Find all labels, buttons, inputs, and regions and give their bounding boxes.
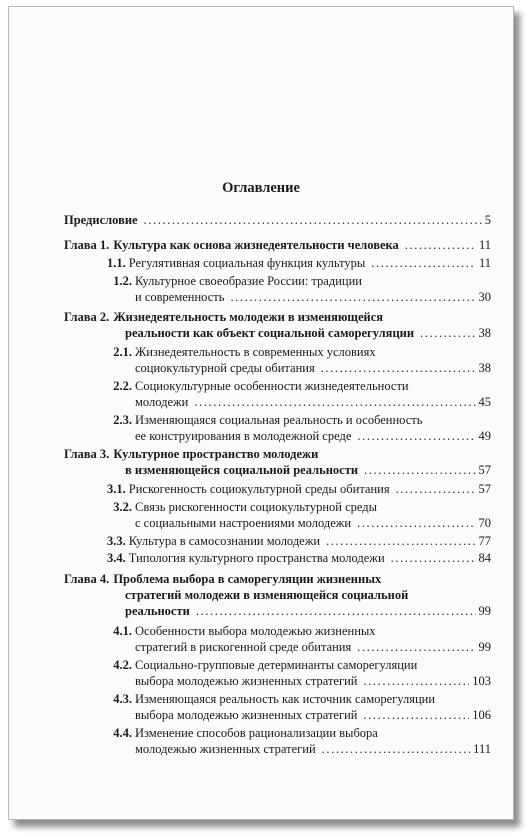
page-number: 103 — [472, 674, 491, 688]
entry-number: 4.1. — [113, 624, 132, 638]
entry-number: 4.3. — [113, 692, 132, 706]
page-number: 99 — [478, 604, 491, 618]
entry-title-line: Жизнедеятельность молодежи в изменяющейся — [113, 310, 384, 324]
leader-dots — [357, 428, 475, 444]
page-number: 38 — [478, 361, 491, 375]
leader-dots — [396, 481, 476, 497]
toc-entry-chapter-4[interactable] — [64, 571, 491, 619]
toc-entry-chapter-2[interactable] — [64, 309, 491, 341]
entry-number: 3.2. — [113, 500, 132, 514]
toc-entry-chapter-3[interactable] — [64, 446, 491, 478]
entry-title-line: Рискогенность социокультурной среды обитания — [128, 482, 390, 496]
toc-entry-2-1[interactable] — [107, 344, 491, 376]
table-of-contents — [9, 7, 513, 819]
page-number: 38 — [478, 326, 491, 340]
toc-title: Оглавление — [222, 180, 300, 196]
entry-title-line: с социальными настроениями молодежи — [135, 516, 352, 530]
entry-title-line: Культура как основа жизнедеятельности человека — [113, 238, 399, 252]
page-number: 106 — [472, 708, 491, 722]
entry-title-line: Культурное своеобразие России: традиции — [135, 274, 362, 288]
entry-number: 2.2. — [113, 379, 132, 393]
leader-dots — [196, 603, 476, 619]
entry-number: 3.4. — [107, 551, 126, 565]
page-number: 45 — [478, 395, 491, 409]
toc-entry-3-4[interactable] — [107, 550, 491, 566]
toc-entry-4-2[interactable] — [107, 657, 491, 689]
entry-title-line: Регулятивная социальная функция культуры — [128, 256, 366, 270]
toc-entry-2-3[interactable] — [107, 412, 491, 444]
toc-entry-4-4[interactable] — [107, 725, 491, 757]
entry-title-line: Культурное пространство молодежи — [113, 447, 319, 461]
entry-number: Глава 4. — [64, 572, 110, 586]
entry-title-line: Особенности выбора молодежью жизненных — [135, 624, 376, 638]
leader-dots — [326, 533, 475, 549]
leader-dots — [363, 673, 469, 689]
entry-number: 1.2. — [113, 274, 132, 288]
book-page — [8, 6, 514, 820]
toc-entry-3-3[interactable] — [107, 533, 491, 549]
entry-number: 2.3. — [113, 413, 132, 427]
leader-dots — [357, 639, 475, 655]
leader-dots — [321, 360, 476, 376]
entry-title-line: реальности — [125, 604, 190, 618]
entry-title-line: выбора молодежью жизненных стратегий — [135, 674, 358, 688]
entry-number: 4.2. — [113, 658, 132, 672]
page-number: 5 — [484, 213, 491, 227]
page-number: 57 — [478, 482, 491, 496]
page-number: 111 — [473, 742, 491, 756]
page-number: 99 — [478, 640, 491, 654]
entry-number: 3.1. — [107, 482, 126, 496]
entry-title-line: ее конструирования в молодежной среде — [135, 429, 352, 443]
entry-title-line: Изменяющаяся социальная реальность и особенность — [135, 413, 423, 427]
entry-title-line: стратегий молодежи в изменяющейся социальной — [125, 588, 409, 602]
toc-entry-2-2[interactable] — [107, 378, 491, 410]
entry-number: 1.1. — [107, 256, 126, 270]
page-number: 11 — [478, 238, 491, 252]
leader-dots — [391, 550, 476, 566]
entry-title-line: в изменяющейся социальной реальности — [125, 463, 359, 477]
leader-dots — [364, 462, 475, 478]
entry-title-line: Проблема выбора в саморегуляции жизненных — [113, 572, 382, 586]
entry-title-line: Связь рискогенности социокультурной среды — [135, 500, 378, 514]
entry-title-line: Социокультурные особенности жизнедеятельности — [135, 379, 409, 393]
leader-dots — [230, 289, 475, 305]
page-number: 84 — [478, 551, 491, 565]
toc-entry-4-1[interactable] — [107, 623, 491, 655]
entry-label: Предисловие — [64, 213, 138, 227]
entry-number: Глава 3. — [64, 447, 110, 461]
toc-entry-1-1[interactable] — [107, 255, 491, 271]
entry-number: 3.3. — [107, 534, 126, 548]
entry-number: 2.1. — [113, 345, 132, 359]
entry-title-line: молодежи — [135, 395, 189, 409]
entry-title-line: выбора молодежью жизненных стратегий — [135, 708, 358, 722]
entry-title-line: Жизнедеятельность в современных условиях — [135, 345, 376, 359]
leader-dots — [371, 255, 476, 271]
leader-dots — [194, 394, 475, 410]
page-number: 57 — [478, 463, 491, 477]
leader-dots — [144, 212, 482, 228]
entry-title-line: и современность — [135, 290, 225, 304]
toc-entry-chapter-1[interactable] — [64, 237, 491, 253]
toc-entry-4-3[interactable] — [107, 691, 491, 723]
entry-number: Глава 2. — [64, 310, 110, 324]
leader-dots — [405, 237, 476, 253]
toc-entry-3-2[interactable] — [107, 499, 491, 531]
leader-dots — [363, 707, 469, 723]
entry-title-line: Изменение способов рационализации выбора — [135, 726, 378, 740]
entry-title-line: Изменяющаяся реальность как источник саморегуляции — [135, 692, 436, 706]
entry-title-line: Типология культурного пространства молодежи — [128, 551, 385, 565]
page-number: 30 — [478, 290, 491, 304]
entry-title-line: молодежью жизненных стратегий — [135, 742, 316, 756]
entry-number: 4.4. — [113, 726, 132, 740]
entry-title-line: Культура в самосознании молодежи — [128, 534, 321, 548]
leader-dots — [322, 741, 471, 757]
toc-entry-3-1[interactable] — [107, 481, 491, 497]
entry-title-line: стратегий в рискогенной среде обитания — [135, 640, 352, 654]
page-number: 77 — [478, 534, 491, 548]
page-number: 49 — [478, 429, 491, 443]
entry-title-line: социокультурной среды обитания — [135, 361, 315, 375]
page-number: 70 — [478, 516, 491, 530]
leader-dots — [357, 515, 475, 531]
toc-entry-1-2[interactable] — [107, 273, 491, 305]
toc-entry-preface[interactable] — [64, 212, 491, 228]
leader-dots — [420, 325, 475, 341]
entry-number: Глава 1. — [64, 238, 110, 252]
entry-title-line: реальности как объект социальной саморегуляции — [125, 326, 415, 340]
entry-title-line: Социально-групповые детерминанты саморегуляции — [135, 658, 418, 672]
page-number: 11 — [478, 256, 491, 270]
